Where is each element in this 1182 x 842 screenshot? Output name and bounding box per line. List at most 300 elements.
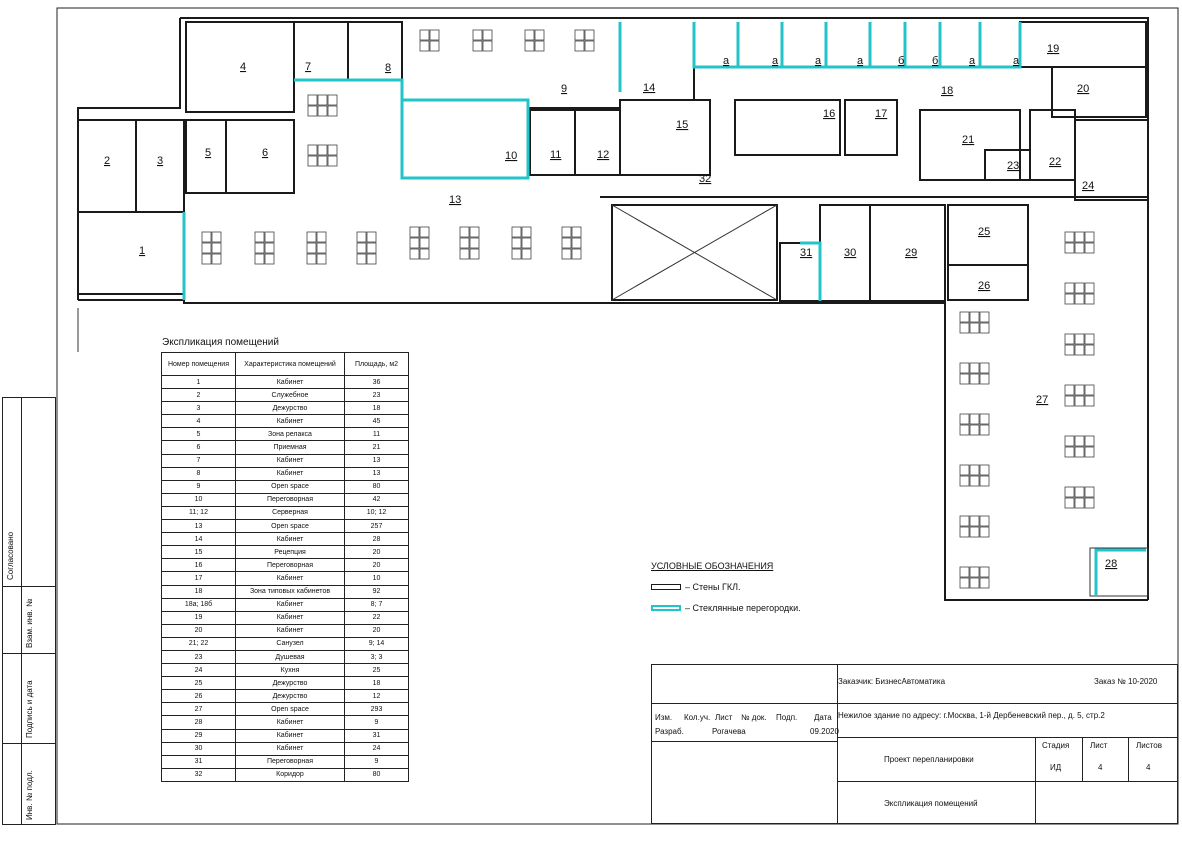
desk — [970, 312, 979, 322]
col-header-purpose: Характеристика помещений — [236, 353, 345, 376]
desk — [367, 254, 376, 264]
explication-row — [162, 441, 409, 454]
room-number-cell: 30 — [162, 742, 236, 755]
explication-row — [162, 690, 409, 703]
room-label-18b-2: б — [932, 55, 939, 67]
desk — [202, 254, 211, 264]
room-number-cell: 13 — [162, 520, 236, 533]
desk — [307, 254, 316, 264]
desk — [575, 41, 584, 51]
desk — [328, 156, 337, 166]
room-area-cell: 11 — [345, 428, 409, 441]
desk — [1065, 487, 1074, 497]
room-purpose-cell: Переговорная — [236, 493, 345, 506]
desk — [1085, 498, 1094, 508]
desk — [1075, 447, 1084, 457]
desk — [1085, 334, 1094, 344]
room-label-12: 12 — [597, 149, 610, 161]
room-number-cell: 18а; 18б — [162, 598, 236, 611]
explication-row — [162, 520, 409, 533]
room-label-1: 1 — [139, 245, 146, 257]
room-area-cell: 21 — [345, 441, 409, 454]
desk — [265, 243, 274, 253]
room-purpose-cell: Переговорная — [236, 755, 345, 768]
tb-sheets: 4 — [1146, 763, 1151, 772]
explication-row — [162, 598, 409, 611]
tb-stage: ИД — [1050, 763, 1062, 772]
desk — [212, 243, 221, 253]
room-label-10: 10 — [505, 150, 518, 162]
desk — [970, 516, 979, 526]
room-label-2: 2 — [104, 155, 111, 167]
legend-swatch-walls — [651, 584, 681, 590]
desk — [460, 249, 469, 259]
tb-order: Заказ № 10-2020 — [1094, 677, 1158, 686]
desk — [1075, 345, 1084, 355]
desk — [1075, 294, 1084, 304]
room-area-cell: 80 — [345, 480, 409, 493]
room-purpose-cell: Кабинет — [236, 376, 345, 389]
desk — [960, 374, 969, 384]
title-block — [651, 664, 1178, 824]
desk — [970, 578, 979, 588]
desk — [960, 323, 969, 333]
tb-role: Разраб. — [655, 727, 684, 736]
desk — [1075, 396, 1084, 406]
approval-stamp — [2, 397, 56, 825]
desk — [1075, 243, 1084, 253]
explication-row — [162, 506, 409, 519]
room-label-24: 24 — [1082, 180, 1095, 192]
desk — [420, 30, 429, 40]
room-label-25: 25 — [978, 226, 991, 238]
room-number-cell: 32 — [162, 768, 236, 781]
desk — [970, 374, 979, 384]
desk — [1085, 294, 1094, 304]
room-purpose-cell: Кабинет — [236, 572, 345, 585]
desk — [328, 145, 337, 155]
tb-col-doc: № док. — [741, 713, 767, 722]
room-label-29: 29 — [905, 247, 918, 259]
room-label-23: 23 — [1007, 160, 1020, 172]
desk — [980, 374, 989, 384]
room-label-3: 3 — [157, 155, 164, 167]
desk — [1085, 345, 1094, 355]
tb-stage-label: Стадия — [1042, 741, 1070, 750]
desk — [960, 567, 969, 577]
desk — [317, 254, 326, 264]
room-purpose-cell: Зона типовых кабинетов — [236, 585, 345, 598]
room-area-cell: 9 — [345, 716, 409, 729]
desk — [202, 232, 211, 242]
room-label-18a-2: а — [772, 55, 779, 67]
tb-col-change: Изм. — [655, 713, 673, 722]
room-area-cell: 22 — [345, 611, 409, 624]
desk — [328, 95, 337, 105]
room-label-16: 16 — [823, 108, 836, 120]
legend-item-glass — [651, 603, 801, 613]
tb-project: Проект перепланировки — [884, 755, 974, 764]
room-area-cell: 20 — [345, 559, 409, 572]
stamp-agreed: Согласовано — [6, 531, 15, 580]
desk — [970, 465, 979, 475]
desk — [317, 232, 326, 242]
desk — [562, 249, 571, 259]
room-number-cell: 8 — [162, 467, 236, 480]
room-label-30: 30 — [844, 247, 857, 259]
desk — [960, 476, 969, 486]
desk — [1065, 232, 1074, 242]
desk — [308, 156, 317, 166]
explication-row — [162, 467, 409, 480]
stamp-replace-inv: Взам. инв. № — [25, 598, 34, 648]
room-area-cell: 8; 7 — [345, 598, 409, 611]
desk — [562, 227, 571, 237]
tb-col-count: Кол.уч. — [684, 713, 711, 722]
room-label-18: 18 — [941, 85, 954, 97]
desk — [572, 238, 581, 248]
explication-row — [162, 650, 409, 663]
tb-sheet: 4 — [1098, 763, 1103, 772]
desk — [367, 243, 376, 253]
desk — [1065, 243, 1074, 253]
room-number-cell: 27 — [162, 703, 236, 716]
desk — [585, 41, 594, 51]
room-label-15: 15 — [676, 119, 689, 131]
stamp-sign-date: Подпись и дата — [25, 680, 34, 738]
desk — [473, 30, 482, 40]
desk — [1075, 487, 1084, 497]
room-label-18a-6: а — [1013, 55, 1020, 67]
tb-customer: Заказчик: БизнесАвтоматика — [838, 677, 946, 686]
desk — [307, 243, 316, 253]
tb-date: 09.2020 — [810, 727, 839, 736]
room-label-9: 9 — [561, 83, 568, 95]
room-area-cell: 13 — [345, 454, 409, 467]
room-label-6: 6 — [262, 147, 269, 159]
room-area-cell: 80 — [345, 768, 409, 781]
room-purpose-cell: Кабинет — [236, 467, 345, 480]
room-number-cell: 11; 12 — [162, 506, 236, 519]
room-purpose-cell: Кухня — [236, 664, 345, 677]
desk — [1075, 498, 1084, 508]
desk — [980, 323, 989, 333]
room-purpose-cell: Кабинет — [236, 611, 345, 624]
legend-label-walls: – Стены ГКЛ. — [685, 582, 741, 592]
explication-row — [162, 664, 409, 677]
room-area-cell: 257 — [345, 520, 409, 533]
room-purpose-cell: Кабинет — [236, 454, 345, 467]
room-purpose-cell: Кабинет — [236, 415, 345, 428]
legend-item-walls — [651, 582, 741, 592]
desk — [1065, 283, 1074, 293]
desk — [212, 254, 221, 264]
room-number-cell: 17 — [162, 572, 236, 585]
desk — [512, 238, 521, 248]
explication-row — [162, 742, 409, 755]
desk — [572, 227, 581, 237]
room-number-cell: 15 — [162, 546, 236, 559]
room-number-cell: 9 — [162, 480, 236, 493]
desk — [460, 227, 469, 237]
room-area-cell: 9; 14 — [345, 637, 409, 650]
room-area-cell: 18 — [345, 402, 409, 415]
desk — [1065, 385, 1074, 395]
desk — [420, 41, 429, 51]
room-number-cell: 21; 22 — [162, 637, 236, 650]
desk — [970, 363, 979, 373]
tb-sheet-label: Лист — [1090, 741, 1108, 750]
desk — [420, 227, 429, 237]
desk — [980, 363, 989, 373]
explication-row — [162, 454, 409, 467]
room-purpose-cell: Зона релакса — [236, 428, 345, 441]
room-area-cell: 45 — [345, 415, 409, 428]
room-area-cell: 13 — [345, 467, 409, 480]
room-area-cell: 12 — [345, 690, 409, 703]
desk — [1075, 334, 1084, 344]
desk — [410, 249, 419, 259]
room-purpose-cell: Open space — [236, 480, 345, 493]
desk — [970, 425, 979, 435]
desk — [535, 30, 544, 40]
room-number-cell: 20 — [162, 624, 236, 637]
explication-row — [162, 572, 409, 585]
room-area-cell: 10; 12 — [345, 506, 409, 519]
desk — [522, 249, 531, 259]
desk — [980, 527, 989, 537]
desk — [512, 227, 521, 237]
desk — [980, 567, 989, 577]
room-number-cell: 7 — [162, 454, 236, 467]
explication-row — [162, 389, 409, 402]
room-label-14: 14 — [643, 82, 656, 94]
room-purpose-cell: Серверная — [236, 506, 345, 519]
desk — [960, 527, 969, 537]
desk — [357, 243, 366, 253]
desk — [308, 145, 317, 155]
room-label-27: 27 — [1036, 394, 1049, 406]
desk — [980, 312, 989, 322]
desk — [970, 414, 979, 424]
desk — [980, 465, 989, 475]
desk — [522, 238, 531, 248]
desk — [980, 414, 989, 424]
explication-row — [162, 546, 409, 559]
room-purpose-cell: Кабинет — [236, 598, 345, 611]
tb-author: Рогачева — [712, 727, 746, 736]
desk — [410, 227, 419, 237]
desk — [367, 232, 376, 242]
explication-row — [162, 729, 409, 742]
desk — [960, 578, 969, 588]
desk — [483, 41, 492, 51]
desk — [255, 243, 264, 253]
stamp-inv-original: Инв. № подл. — [25, 770, 34, 820]
desk — [460, 238, 469, 248]
explication-row — [162, 611, 409, 624]
desk — [420, 249, 429, 259]
desk — [470, 238, 479, 248]
room-number-cell: 18 — [162, 585, 236, 598]
explication-row — [162, 493, 409, 506]
room-area-cell: 3; 3 — [345, 650, 409, 663]
desk — [473, 41, 482, 51]
explication-row — [162, 768, 409, 781]
desk — [1085, 487, 1094, 497]
room-label-4: 4 — [240, 61, 247, 73]
desk — [308, 106, 317, 116]
desk — [410, 238, 419, 248]
desk — [430, 30, 439, 40]
explication-row — [162, 376, 409, 389]
desk — [308, 95, 317, 105]
explication-row — [162, 415, 409, 428]
room-purpose-cell: Кабинет — [236, 624, 345, 637]
room-label-13: 13 — [449, 194, 462, 206]
room-number-cell: 5 — [162, 428, 236, 441]
room-label-32: 32 — [699, 173, 712, 185]
desk — [1065, 498, 1074, 508]
desk — [1085, 232, 1094, 242]
room-area-cell: 20 — [345, 624, 409, 637]
room-purpose-cell: Кабинет — [236, 742, 345, 755]
explication-title: Экспликация помещений — [162, 337, 279, 348]
room-area-cell: 92 — [345, 585, 409, 598]
desk — [535, 41, 544, 51]
legend-title: УСЛОВНЫЕ ОБОЗНАЧЕНИЯ — [651, 561, 774, 571]
desk — [575, 30, 584, 40]
desk — [970, 527, 979, 537]
desk — [318, 106, 327, 116]
room-label-11: 11 — [550, 149, 562, 161]
tb-sheets-label: Листов — [1136, 741, 1162, 750]
desk — [512, 249, 521, 259]
room-number-cell: 29 — [162, 729, 236, 742]
desk — [265, 254, 274, 264]
desk — [255, 232, 264, 242]
room-number-cell: 1 — [162, 376, 236, 389]
room-number-cell: 2 — [162, 389, 236, 402]
desk — [328, 106, 337, 116]
desk — [470, 249, 479, 259]
desk — [572, 249, 581, 259]
room-number-cell: 10 — [162, 493, 236, 506]
desk — [970, 476, 979, 486]
room-purpose-cell: Кабинет — [236, 716, 345, 729]
desk — [1065, 345, 1074, 355]
room-purpose-cell: Дежурство — [236, 402, 345, 415]
desk — [960, 414, 969, 424]
room-area-cell: 9 — [345, 755, 409, 768]
desk — [960, 465, 969, 475]
room-number-cell: 26 — [162, 690, 236, 703]
tb-building: Нежилое здание по адресу: г.Москва, 1-й Дербеневский пер., д. 5, стр.2 — [838, 711, 1105, 720]
tb-col-sheet: Лист — [715, 713, 733, 722]
room-purpose-cell: Дежурство — [236, 677, 345, 690]
room-label-28: 28 — [1105, 558, 1118, 570]
desk — [980, 425, 989, 435]
room-number-cell: 23 — [162, 650, 236, 663]
desk — [483, 30, 492, 40]
room-area-cell: 36 — [345, 376, 409, 389]
desk — [1065, 436, 1074, 446]
desk — [1075, 436, 1084, 446]
desk — [317, 243, 326, 253]
room-area-cell: 25 — [345, 664, 409, 677]
desk — [318, 156, 327, 166]
desk — [1065, 396, 1074, 406]
room-area-cell: 23 — [345, 389, 409, 402]
room-purpose-cell: Дежурство — [236, 690, 345, 703]
desk — [1075, 385, 1084, 395]
room-label-8: 8 — [385, 62, 392, 74]
room-number-cell: 25 — [162, 677, 236, 690]
desk — [1065, 294, 1074, 304]
room-label-18b-1: б — [898, 55, 905, 67]
desk — [307, 232, 316, 242]
desk — [970, 567, 979, 577]
desk — [1085, 447, 1094, 457]
room-number-cell: 31 — [162, 755, 236, 768]
desk — [212, 232, 221, 242]
room-label-18a-4: а — [857, 55, 864, 67]
room-label-18a-3: а — [815, 55, 822, 67]
explication-row — [162, 480, 409, 493]
room-label-20: 20 — [1077, 83, 1090, 95]
explication-row — [162, 755, 409, 768]
room-number-cell: 4 — [162, 415, 236, 428]
room-area-cell: 10 — [345, 572, 409, 585]
desk — [960, 312, 969, 322]
room-label-26: 26 — [978, 280, 991, 292]
desk — [1065, 334, 1074, 344]
room-number-cell: 6 — [162, 441, 236, 454]
desk — [255, 254, 264, 264]
room-purpose-cell: Кабинет — [236, 729, 345, 742]
explication-row — [162, 703, 409, 716]
room-label-18a-1: а — [723, 55, 730, 67]
desk — [1085, 283, 1094, 293]
desk — [970, 323, 979, 333]
room-number-cell: 19 — [162, 611, 236, 624]
col-header-area: Площадь, м2 — [345, 353, 409, 376]
room-number-cell: 3 — [162, 402, 236, 415]
explication-row — [162, 559, 409, 572]
room-area-cell: 42 — [345, 493, 409, 506]
desk — [562, 238, 571, 248]
desk — [1085, 436, 1094, 446]
explication-row — [162, 533, 409, 546]
room-purpose-cell: Кабинет — [236, 533, 345, 546]
explication-row — [162, 402, 409, 415]
desk — [980, 578, 989, 588]
room-label-17: 17 — [875, 108, 888, 120]
desk — [525, 30, 534, 40]
room-number-cell: 14 — [162, 533, 236, 546]
explication-table — [161, 352, 409, 782]
room-purpose-cell: Служебное — [236, 389, 345, 402]
desk — [420, 238, 429, 248]
room-area-cell: 24 — [345, 742, 409, 755]
room-label-5: 5 — [205, 147, 212, 159]
desk — [1065, 447, 1074, 457]
tb-sheet-title: Экспликация помещений — [884, 799, 978, 808]
desk — [522, 227, 531, 237]
desk — [1085, 385, 1094, 395]
explication-row — [162, 677, 409, 690]
desk — [980, 516, 989, 526]
